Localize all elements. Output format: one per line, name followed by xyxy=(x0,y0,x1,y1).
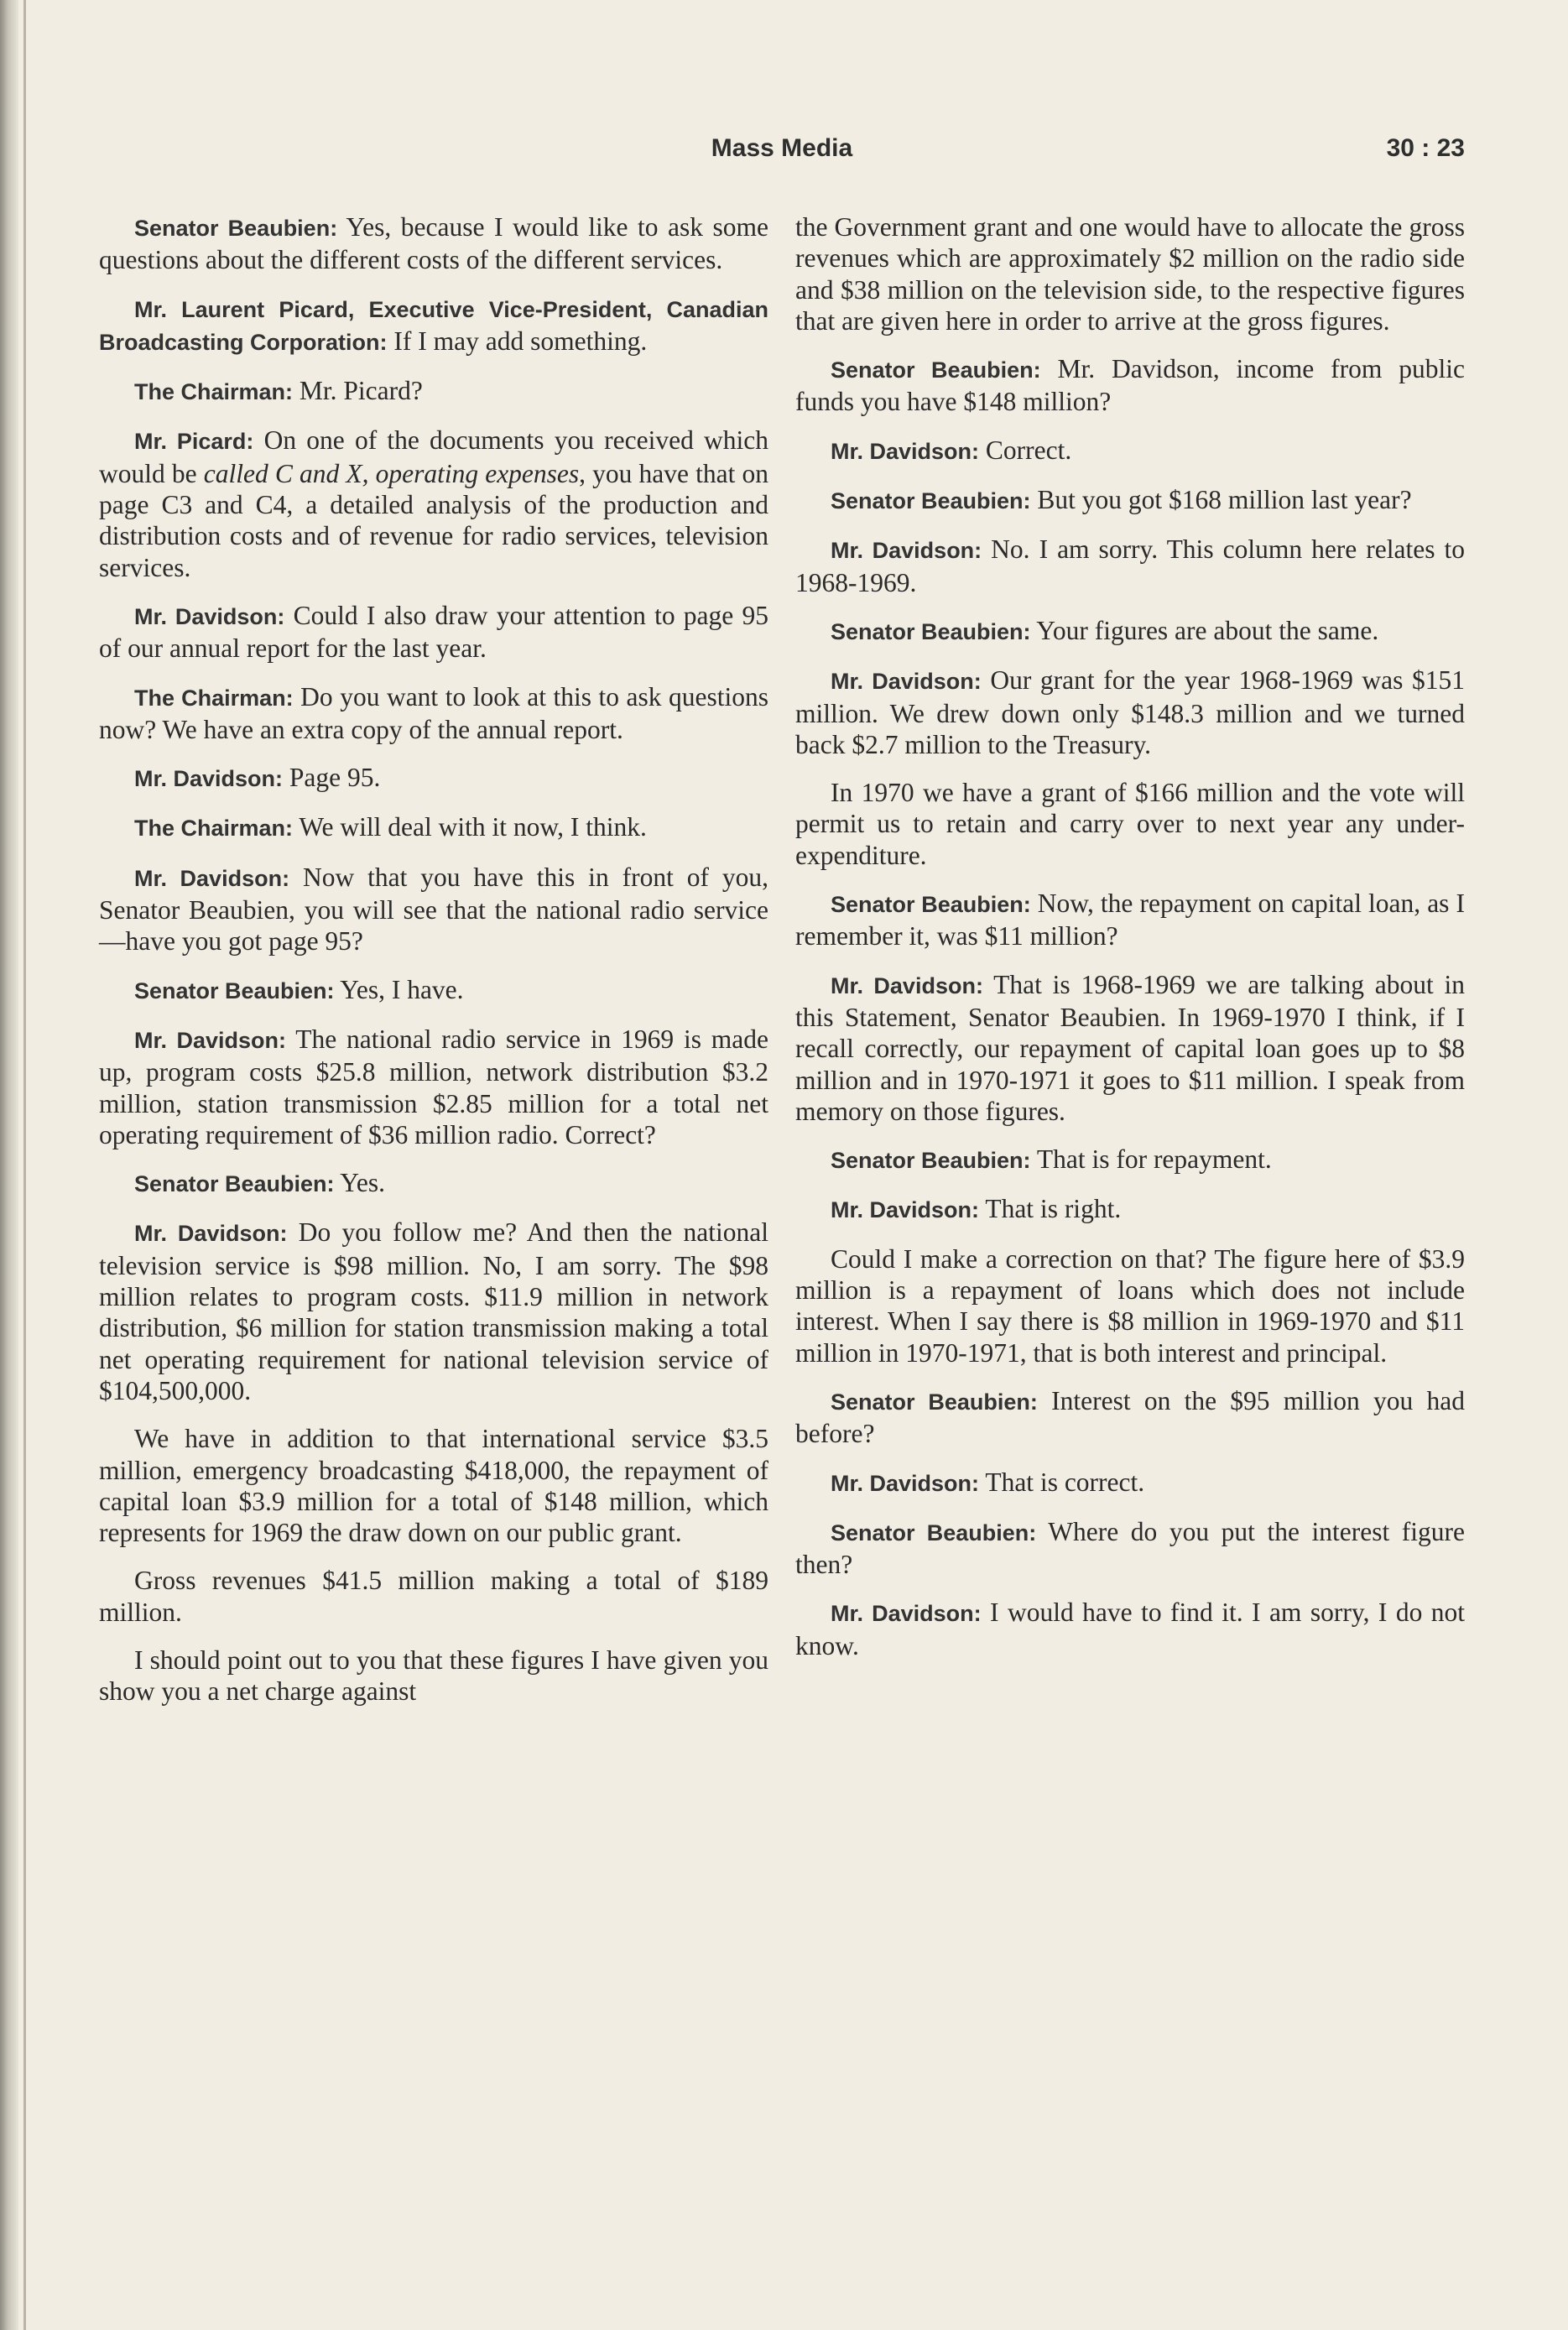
page-number: 30 : 23 xyxy=(1386,134,1465,162)
paragraph xyxy=(99,1565,768,1628)
binding-crease xyxy=(23,0,26,2330)
paragraph-text: In 1970 we have a grant of $166 million and the vote will permit us to retain and carry over to next year any under-expenditure. xyxy=(795,778,1465,870)
paragraph xyxy=(795,435,1465,467)
paragraph-text: We have in addition to that international service $3.5 million, emergency broadcasting $418,000, the repayment of capital loan $3.9 million for a total of $148 million, which represents for 1969 the draw down on our public grant. xyxy=(99,1424,768,1548)
speaker-name: Mr. Davidson: xyxy=(134,1027,286,1053)
paragraph xyxy=(795,1385,1465,1450)
paragraph xyxy=(99,1167,768,1200)
paragraph xyxy=(795,969,1465,1127)
paragraph xyxy=(795,888,1465,952)
paragraph-text: But you got $168 million last year? xyxy=(1030,485,1412,515)
paragraph-text: Do you want to look at this to ask questions now? We have an extra copy of the annual report. xyxy=(99,681,768,744)
paragraph xyxy=(99,293,768,359)
speaker-name: Senator Beaubien: xyxy=(134,1171,335,1197)
paragraph-text: Interest on the $95 million you had before? xyxy=(795,1385,1465,1449)
paragraph xyxy=(99,1423,768,1548)
speaker-name: Senator Beaubien: xyxy=(831,1148,1031,1174)
paragraph-text: The national radio service in 1969 is made up, program costs $25.8 million, network distribution $3.2 million, station transmission $2.85 million for a total net operating requirement of $36 million radio. Correct? xyxy=(99,1024,768,1149)
paragraph xyxy=(795,1144,1465,1176)
paragraph xyxy=(795,1467,1465,1499)
paragraph xyxy=(99,681,768,746)
paragraph xyxy=(795,484,1465,517)
paragraph-text: I would have to find it. I am sorry, I do not know. xyxy=(795,1598,1466,1660)
paragraph xyxy=(99,1645,768,1707)
speaker-name: Mr. Davidson: xyxy=(831,1197,980,1223)
paragraph xyxy=(99,211,768,276)
paragraph xyxy=(795,777,1465,871)
paragraph xyxy=(795,1597,1465,1661)
speaker-name: Senator Beaubien: xyxy=(831,618,1031,644)
speaker-name: Senator Beaubien: xyxy=(134,216,338,241)
speaker-name: Mr. Picard: xyxy=(134,429,254,455)
speaker-name: Mr. Davidson: xyxy=(831,1601,982,1627)
speaker-name: Mr. Davidson: xyxy=(831,972,983,998)
paragraph xyxy=(99,974,768,1007)
paragraph xyxy=(99,1024,768,1150)
paragraph-text: No. I am sorry. This column here relates to 1968-1969. xyxy=(795,534,1466,597)
paragraph-text: Could I make a correction on that? The figure here of $3.9 million is a repayment of loans which does not include interest. When I say there is $8 million in 1969-1970 and $11 million in 1970-1971, that is both interest and principal. xyxy=(795,1243,1465,1368)
paragraph xyxy=(99,762,768,795)
speaker-name: The Chairman: xyxy=(134,379,294,405)
speaker-name: Mr. Davidson: xyxy=(831,538,982,564)
speaker-name: The Chairman: xyxy=(134,685,294,711)
page-binding-edge xyxy=(0,0,18,2330)
paragraph xyxy=(795,1243,1465,1368)
speaker-name: Senator Beaubien: xyxy=(831,488,1031,514)
paragraph-text: If I may add something. xyxy=(387,326,648,356)
paragraph-text: That is correct. xyxy=(979,1467,1145,1497)
running-header xyxy=(99,134,1465,176)
speaker-name: Mr. Davidson: xyxy=(831,669,982,695)
paragraph xyxy=(99,1217,768,1406)
paragraph-text: I should point out to you that these figures I have given you show you a net charge against xyxy=(99,1645,768,1707)
paragraph-text: Our grant for the year 1968-1969 was $151 million. We drew down only $148.3 million and we turned back $2.7 million to the Treasury. xyxy=(795,665,1466,759)
paragraph-text: That is right. xyxy=(979,1194,1122,1224)
document-title-italic: called C and X, operating expenses xyxy=(203,458,580,488)
paragraph xyxy=(795,1516,1465,1581)
paragraph xyxy=(99,600,768,665)
speaker-name: Senator Beaubien: xyxy=(134,977,335,1003)
paragraph-text: the Government grant and one would have to allocate the gross revenues which are approximately $2 million on the radio side and $38 million on the television side, to the respective figures that are given here in order to arrive at the gross figures. xyxy=(795,212,1465,336)
speaker-name: Mr. Davidson: xyxy=(831,1470,980,1496)
paragraph-text: Could I also draw your attention to page 95 of our annual report for the last year. xyxy=(99,600,768,664)
paragraph-text: Mr. Davidson, income from public funds you have $148 million? xyxy=(795,354,1466,417)
speaker-name: Senator Beaubien: xyxy=(831,892,1031,918)
paragraph xyxy=(99,811,768,844)
speaker-name: Mr. Davidson: xyxy=(831,438,980,464)
speaker-name: Senator Beaubien: xyxy=(831,357,1041,383)
speaker-name: Mr. Davidson: xyxy=(134,766,284,792)
paragraph xyxy=(795,534,1465,598)
paragraph-text: On one of the documents you received which would be xyxy=(99,425,769,488)
paragraph-text: Page 95. xyxy=(283,763,381,793)
paragraph-text: Yes, because I would like to ask some questions about the different costs of the different services. xyxy=(99,212,768,275)
paragraph xyxy=(795,1193,1465,1226)
paragraph-text: Yes. xyxy=(334,1168,385,1198)
speaker-name: Mr. Davidson: xyxy=(134,1221,288,1247)
paragraph-text: Do you follow me? And then the national television service is $98 million. No, I am sorry. The $98 million relates to program costs. $11.9 million in network distribution, $6 million for station transmission making a total net operating requirement for national television service of $104,500,000. xyxy=(99,1217,768,1405)
paragraph-text: Gross revenues $41.5 million making a total of $189 million. xyxy=(99,1566,768,1627)
paragraph-text: , you have that on page C3 and C4, a detailed analysis of the production and distribution costs and of revenue for radio services, television services. xyxy=(99,458,769,582)
speaker-name: Mr. Davidson: xyxy=(134,603,285,629)
paragraph-continuation xyxy=(795,211,1465,336)
paragraph-text: That is 1968-1969 we are talking about in this Statement, Senator Beaubien. In 1969-1970 I think, if I recall correctly, our repayment of capital loan goes up to $8 million and in 1970-1971 it goes to $11 million. I speak from memory on those figures. xyxy=(795,969,1465,1126)
paragraph xyxy=(795,615,1465,648)
paragraph-text: Now, the repayment on capital loan, as I remember it, was $11 million? xyxy=(795,889,1465,951)
speaker-name: Mr. Laurent Picard, Executive Vice-President, Canadian Broadcasting Corporation: xyxy=(99,296,768,355)
paragraph xyxy=(99,862,768,957)
right-column xyxy=(795,211,1465,1678)
paragraph-text: Your figures are about the same. xyxy=(1030,615,1379,645)
paragraph xyxy=(795,353,1465,418)
speaker-name: Senator Beaubien: xyxy=(831,1519,1037,1546)
left-column xyxy=(99,211,768,1724)
paragraph-text: Where do you put the interest figure then? xyxy=(795,1516,1466,1580)
paragraph-text: That is for repayment. xyxy=(1030,1144,1272,1175)
speaker-name: Senator Beaubien: xyxy=(831,1389,1038,1415)
paragraph xyxy=(99,425,768,582)
paragraph-text: Now that you have this in front of you, Senator Beaubien, you will see that the national radio service—have you got page 95? xyxy=(99,862,768,956)
paragraph xyxy=(99,375,768,408)
paragraph-text: We will deal with it now, I think. xyxy=(293,812,647,842)
paragraph-text: Mr. Picard? xyxy=(293,376,423,406)
running-header-title: Mass Media xyxy=(711,134,853,162)
speaker-name: Mr. Davidson: xyxy=(134,865,290,891)
paragraph xyxy=(795,665,1465,760)
speaker-name: The Chairman: xyxy=(134,816,294,842)
paragraph-text: Yes, I have. xyxy=(334,974,464,1004)
paragraph-text: Correct. xyxy=(979,435,1072,465)
